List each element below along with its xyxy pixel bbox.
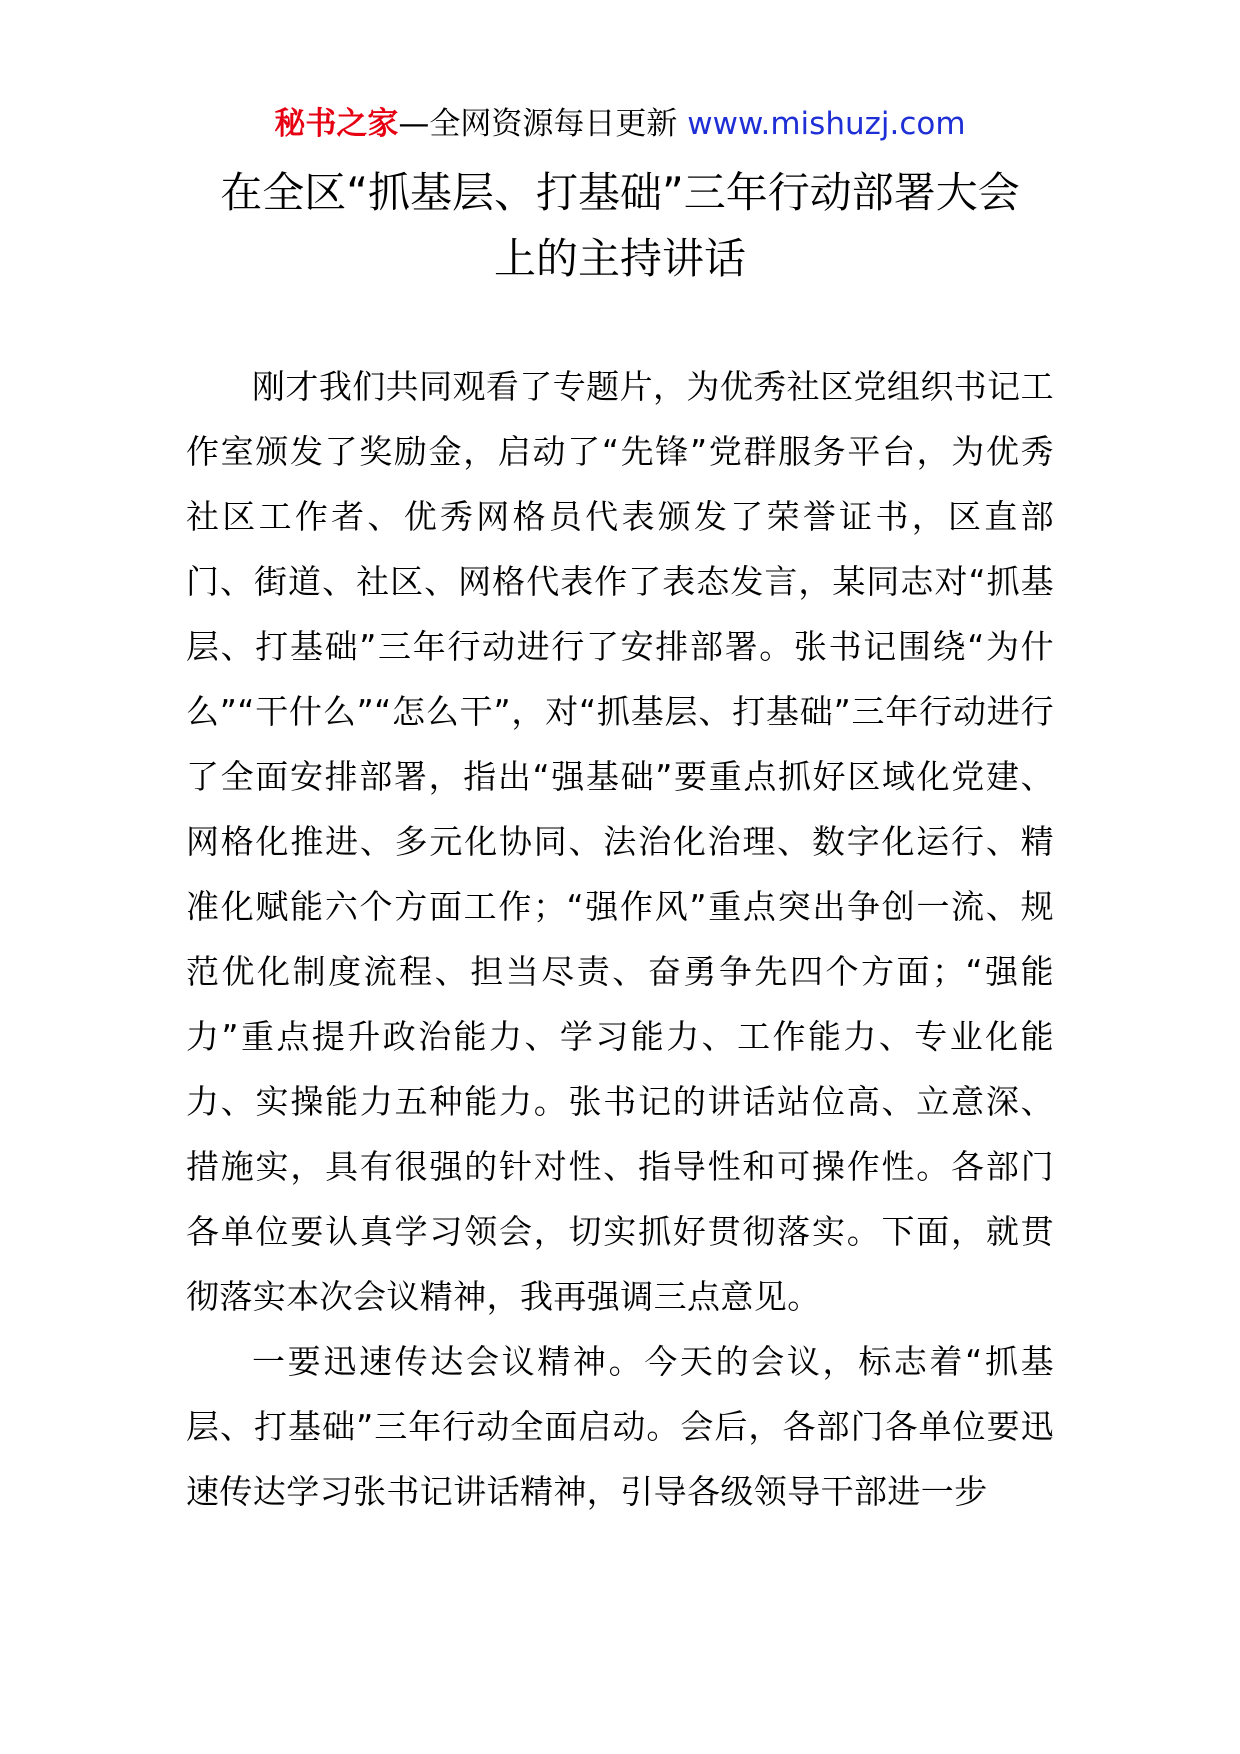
title-line-2: 上的主持讲话	[493, 234, 746, 283]
title-line-1: 在全区“抓基层、打基础”三年行动部署大会	[220, 168, 1020, 217]
paragraph-point-one: 一要迅速传达会议精神。今天的会议，标志着“抓基层、打基础”三年行动全面启动。会后，各部门各单位要迅速传达学习张书记讲话精神，引导各级领导干部进一步	[186, 1342, 1054, 1511]
document-body	[186, 354, 1054, 1524]
paragraph-opening: 刚才我们共同观看了专题片，为优秀社区党组织书记工作室颁发了奖励金，启动了“先锋”党群服务平台，为优秀社区工作者、优秀网格员代表颁发了荣誉证书，区直部门、街道、社区、网格代表作了表态发言，某同志对“抓基层、打基础”三年行动进行了安排部署。张书记围绕“为什么”“干什么”“怎么干”，对“抓基层、打基础”三年行动进行了全面安排部署，指出“强基础”要重点抓好区域化党建、网格化推进、多元化协同、法治化治理、数字化运行、精准化赋能六个方面工作；“强作风”重点突出争创一流、规范优化制度流程、担当尽责、奋勇争先四个方面；“强能力”重点提升政治能力、学习能力、工作能力、专业化能力、实操能力五种能力。张书记的讲话站位高、立意深、措施实，具有很强的针对性、指导性和可操作性。各部门各单位要认真学习领会，切实抓好贯彻落实。下面，就贯彻落实本次会议精神，我再强调三点意见。	[186, 367, 1054, 1316]
banner-tagline: —全网资源每日更新	[398, 106, 688, 142]
brand-name: 秘书之家	[274, 106, 399, 142]
document-title	[0, 160, 1240, 292]
site-url-link[interactable]: www.mishuzj.com	[687, 106, 966, 142]
site-banner	[0, 100, 1240, 148]
